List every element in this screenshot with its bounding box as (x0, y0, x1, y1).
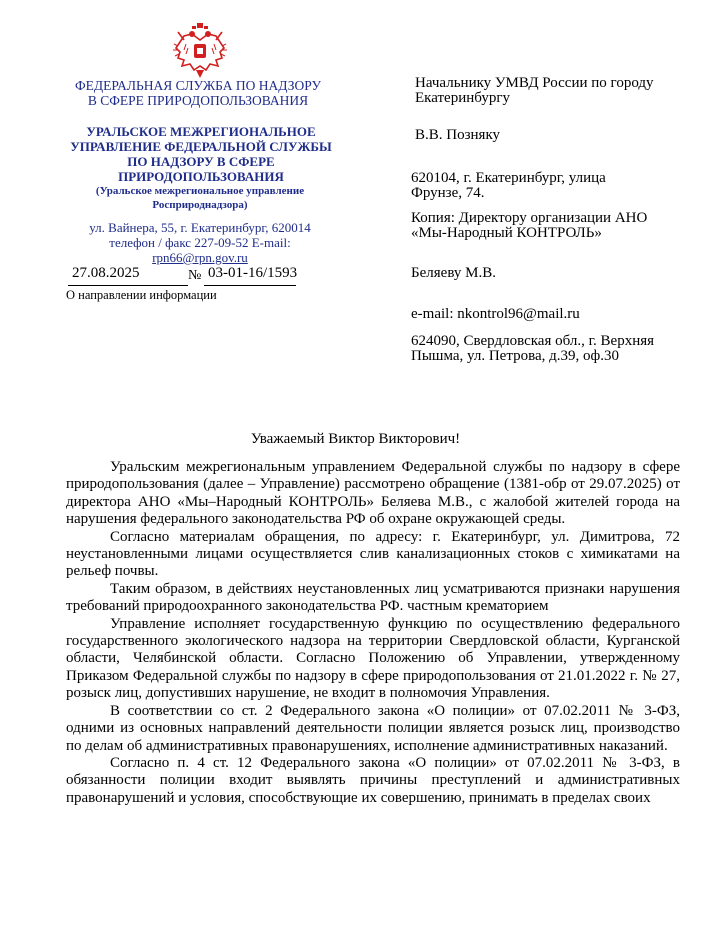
letter-date: 27.08.2025 (72, 265, 140, 281)
copy-recipient-line: Копия: Директору организации АНО (411, 210, 648, 226)
recipient-address-line: 620104, г. Екатеринбург, улица (411, 170, 606, 186)
sender-address (70, 220, 330, 265)
department-name (56, 124, 346, 184)
department-short-name-line: Росприроднадзора) (152, 199, 248, 211)
agency-name (58, 78, 338, 108)
body-paragraph: Таким образом, в действиях неустановленных лиц усматриваются признаки нарушения требований природоохранного законодательства РФ. частным крематорием (66, 580, 680, 615)
copy-recipient (411, 211, 696, 241)
copy-recipient-email: e-mail: nkontrol96@mail.ru (411, 306, 580, 322)
recipient-title (415, 76, 700, 106)
department-name-line: УРАЛЬСКОЕ МЕЖРЕГИОНАЛЬНОЕ (86, 124, 316, 139)
copy-recipient-address (411, 334, 696, 364)
registration-line (68, 265, 298, 285)
agency-name-line: ФЕДЕРАЛЬНАЯ СЛУЖБА ПО НАДЗОРУ (74, 78, 322, 93)
department-name-line: УПРАВЛЕНИЕ ФЕДЕРАЛЬНОЙ СЛУЖБЫ (70, 139, 332, 154)
body-paragraph: Уральским межрегиональным управлением Федеральной службы по надзору в сфере природопользования (далее – Управление) рассмотрено обращение (1381-обр от 29.07.2025) от директора АНО «Мы–Народный КОНТРОЛЬ» Беляева М.В., с жалобой жителей города на нарушения федерального законодательства РФ об охране окружающей среды. (66, 459, 680, 528)
department-short-name (70, 184, 330, 212)
number-underline (204, 285, 296, 286)
letter-subject: О направлении информации (66, 288, 217, 302)
department-name-line: ПО НАДЗОРУ В СФЕРЕ (127, 154, 275, 169)
registration-number: 03-01-16/1593 (208, 265, 298, 281)
body-paragraph: Управление исполняет государственную функцию по осуществлению федерального государственного экологического надзора на территории Свердловской области, Курганской области, Челябинской области. Согласно Положению об Управлении, утвержденному Приказом Федеральной службы по надзору в сфере природопользования от 21.01.2022 г. № 27, розыск лиц, допустивших нарушение, не входит в полномочия Управления. (66, 615, 680, 702)
department-short-name-line: (Уральское межрегиональное управление (95, 185, 305, 197)
copy-recipient-line: «Мы-Народный КОНТРОЛЬ» (411, 225, 602, 241)
agency-name-line: В СФЕРЕ ПРИРОДОПОЛЬЗОВАНИЯ (87, 93, 309, 108)
letter-body (66, 459, 680, 807)
recipient-address-line: Фрунзе, 74. (411, 185, 485, 201)
date-underline (68, 285, 188, 286)
body-paragraph: Согласно материалам обращения, по адресу: г. Екатеринбург, ул. Димитрова, 72 неустановленными лицами осуществляется слив канализационных стоков с химикатами на рельеф почвы. (66, 528, 680, 580)
sender-email-link[interactable]: rpn66@rpn.gov.ru (152, 250, 248, 265)
body-paragraph: В соответствии со ст. 2 Федерального закона «О полиции» от 07.02.2011 № 3-ФЗ, одними из основных направлений деятельности полиции является розыск лиц, производство по делам об административных правонарушениях, исполнение административных наказаний. (66, 702, 680, 754)
sender-contacts-line: телефон / факс 227-09-52 E-mail: (109, 235, 291, 250)
recipient-title-line: Начальнику УМВД России по городу (415, 75, 654, 91)
number-sign: № (188, 268, 202, 283)
coat-of-arms-icon (170, 22, 230, 80)
department-name-line: ПРИРОДОПОЛЬЗОВАНИЯ (118, 169, 284, 184)
recipient-title-line: Екатеринбургу (415, 90, 510, 106)
recipient-address (411, 171, 696, 201)
sender-address-line: ул. Вайнера, 55, г. Екатеринбург, 620014 (89, 220, 311, 235)
copy-recipient-address-line: 624090, Свердловская обл., г. Верхняя (411, 333, 655, 349)
copy-recipient-name: Беляеву М.В. (411, 265, 496, 281)
recipient-name: В.В. Позняку (415, 127, 501, 143)
salutation: Уважаемый Виктор Викторович! (250, 431, 461, 447)
copy-recipient-address-line: Пышма, ул. Петрова, д.39, оф.30 (411, 348, 619, 364)
body-paragraph: Согласно п. 4 ст. 12 Федерального закона «О полиции» от 07.02.2011 № 3-ФЗ, в обязанности полиции входит выявлять причины преступлений и административных правонарушений и условия, способствующие их совершению, принимать в пределах своих (66, 754, 680, 806)
